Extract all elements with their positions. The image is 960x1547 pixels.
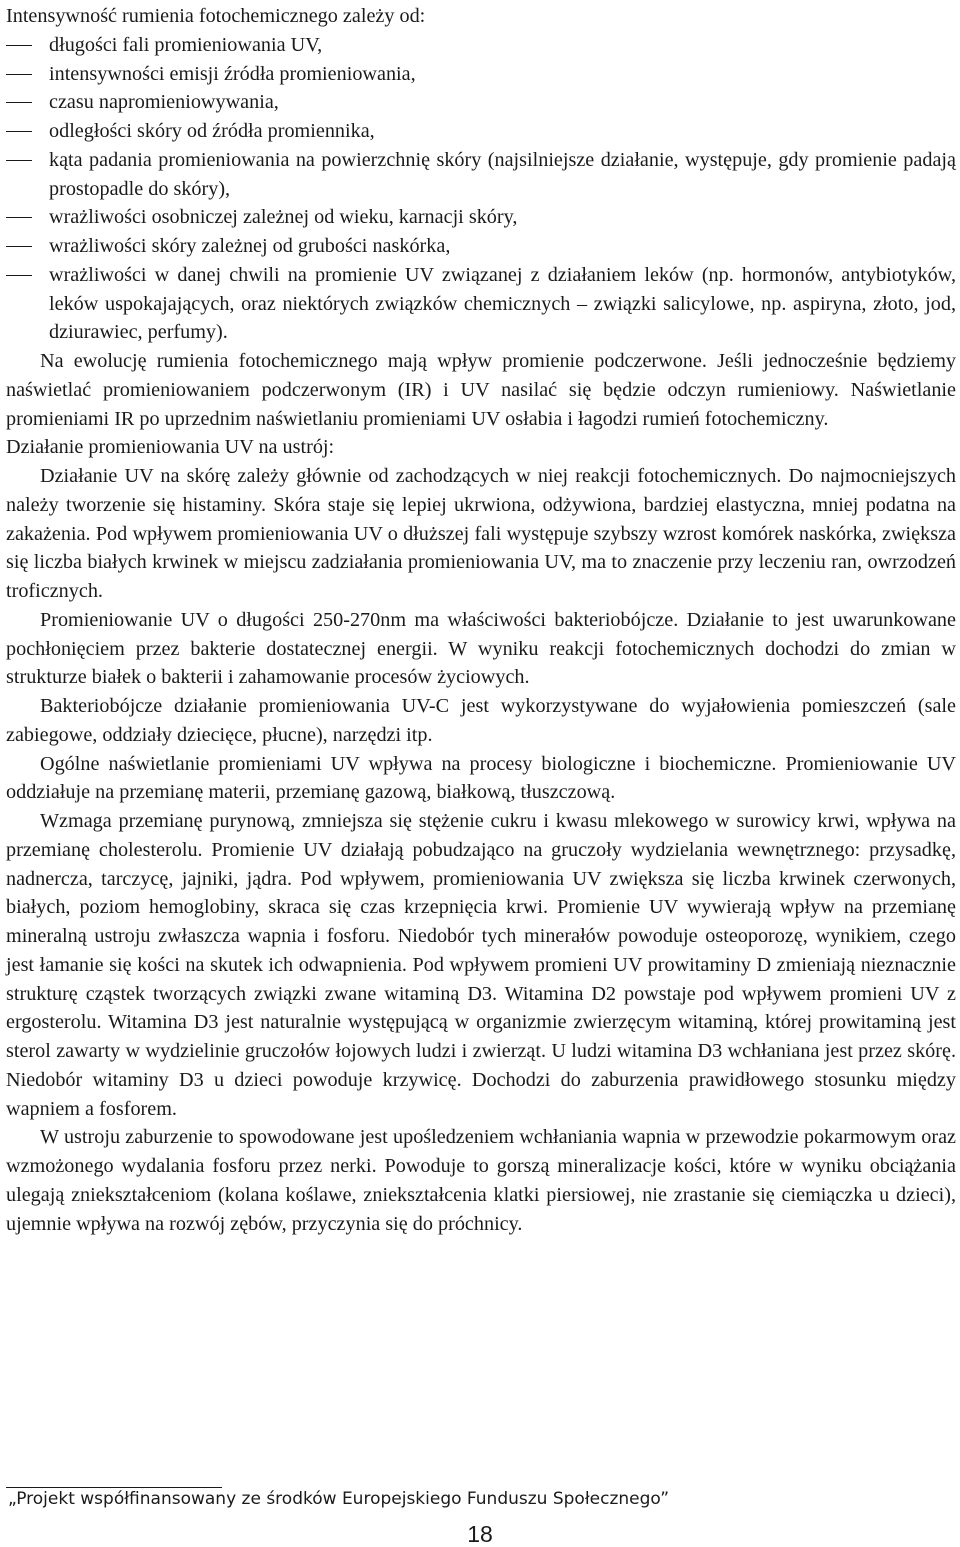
- paragraph-metabolism: Wzmaga przemianę purynową, zmniejsza się stężenie cukru i kwasu mlekowego w surowicy krwi, wpływa na przemianę cholesterolu. Promienie UV działają pobudzająco na gruczoły wydzielania wewnętrznego: przysadkę, nadnercza, tarczycę, jajniki, jądra. Pod wpływem, promieniowania UV zwiększa się liczba krwinek czerwonych, białych, poziom hemoglobiny, skraca się czas krzepnięcia krwi. Promienie UV wywierają wpływ na przemianę mineralną ustroju zwłaszcza wapnia i fosforu. Niedobór tych minerałów powoduje osteoporozę, wynikiem, czego jest łamanie się kości na skutek ich odwapnienia. Pod wpływem promieni UV prowitaminy D zmieniają nieznacznie strukturę cząstek tworzących związki zwane witaminą D3. Witamina D2 powstaje pod wpływem promieni UV z ergosterolu. Witamina D3 jest naturalnie występującą w organizmie zwierzęcym witaminą, której prowitaminą jest sterol zawarty w wydzielinie gruczołów łojowych ludzi i zwierząt. U ludzi witamina D3 wchłaniana jest przez skórę. Niedobór witaminy D3 u dzieci powoduje krzywicę. Dochodzi do zaburzenia prawidłowego stosunku między wapniem a fosforem.: [6, 810, 956, 1120]
- factor-list: [6, 31, 956, 347]
- list-item: wrażliwości skóry zależnej od grubości naskórka,: [6, 232, 956, 261]
- page-number: 18: [467, 1521, 493, 1547]
- list-item: intensywności emisji źródła promieniowania,: [6, 60, 956, 89]
- list-item: odległości skóry od źródła promiennika,: [6, 117, 956, 146]
- paragraph-mineralization: W ustroju zaburzenie to spowodowane jest upośledzeniem wchłaniania wapnia w przewodzie pokarmowym oraz wzmożonego wydalania fosforu przez nerki. Powoduje to gorszą mineralizacje kości, które w wyniku obciążania ulegają zniekształceniom (kolana koślawe, zniekształcenia klatki piersiowej, nie zrastanie się ciemiączka u dzieci), ujemnie wpływa na rozwój zębów, przyczynia się do próchnicy.: [6, 1126, 956, 1235]
- list-item: kąta padania promieniowania na powierzchnię skóry (najsilniejsze działanie, występuje, gdy promienie padają prostopadle do skóry),: [6, 146, 956, 204]
- list-item: czasu napromieniowywania,: [6, 88, 956, 117]
- document-body: [6, 2, 956, 1238]
- paragraph-general: Ogólne naświetlanie promieniami UV wpływa na procesy biologiczne i biochemiczne. Promieniowanie UV oddziałuje na przemianę materii, przemianę gazową, białkową, tłuszczową.: [6, 752, 956, 804]
- paragraph-uvc: Bakteriobójcze działanie promieniowania UV-C jest wykorzystywane do wyjałowienia pomieszczeń (sale zabiegowe, oddziały dziecięce, płucne), narzędzi itp.: [6, 695, 956, 746]
- intro-text: Intensywność rumienia fotochemicznego zależy od:: [6, 5, 426, 27]
- paragraph-skin: Działanie UV na skórę zależy głównie od zachodzących w niej reakcji fotochemicznych. Do najmocniejszych należy tworzenie się histaminy. Skóra staje się lepiej ukrwiona, odżywiona, bardziej elastyczna, mniej podatna na zakażenia. Pod wpływem promieniowania UV o dłuższej fali występuje szybszy wzrost komórek naskórka, zwiększa się liczba białych krwinek w miejscu zadziałania promieniowania UV, ma to znaczenie przy leczeniu ran, owrzodzeń troficznych.: [6, 465, 956, 602]
- section-heading: Działanie promieniowania UV na ustrój:: [6, 436, 335, 459]
- list-item: wrażliwości w danej chwili na promienie UV związanej z działaniem leków (np. hormonów, antybiotyków, leków uspokajających, oraz niektórych związków chemicznych – związki salicylowe, np. aspiryna, złoto, jod, dziurawiec, perfumy).: [6, 261, 956, 347]
- paragraph-bactericidal: Promieniowanie UV o długości 250-270nm ma właściwości bakteriobójcze. Działanie to jest uwarunkowane pochłonięciem przez bakterie dostatecznej energii. W wyniku reakcji fotochemicznych dochodzi do zmian w strukturze białek o bakterii i zahamowanie procesów życiowych.: [6, 608, 956, 689]
- footer-note: „Projekt współfinansowany ze środków Europejskiego Funduszu Społecznego”: [8, 1489, 670, 1509]
- paragraph-infrared: Na ewolucję rumienia fotochemicznego mają wpływ promienie podczerwone. Jeśli jednocześnie będziemy naświetlać promieniowaniem podczerwonym (IR) i UV nasilać się będzie odczyn rumieniowy. Naświetlanie promieniami IR po uprzednim naświetlaniu promieniami UV osłabia i łagodzi rumień fotochemiczny.: [6, 350, 956, 430]
- list-item: długości fali promieniowania UV,: [6, 31, 956, 60]
- list-item: wrażliwości osobniczej zależnej od wieku, karnacji skóry,: [6, 203, 956, 232]
